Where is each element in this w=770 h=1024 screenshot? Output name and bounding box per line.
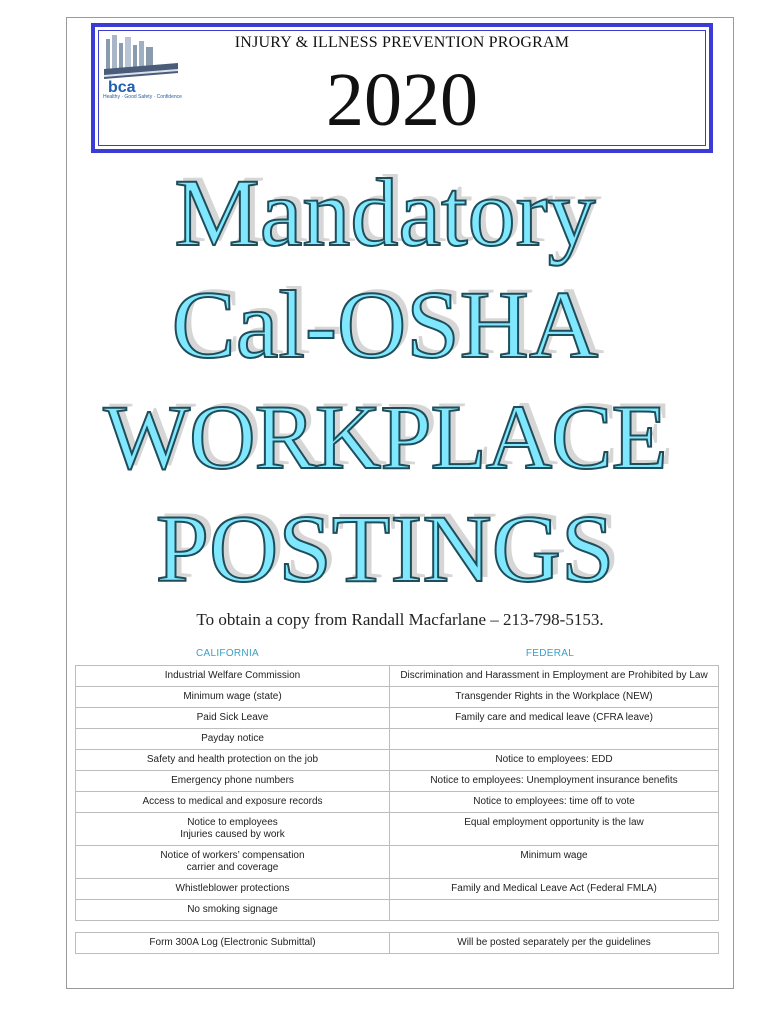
california-cell: Whistleblower protections bbox=[76, 879, 390, 900]
logo-text: bca bbox=[108, 79, 136, 95]
california-cell: No smoking signage bbox=[76, 900, 390, 921]
federal-cell bbox=[390, 900, 719, 921]
table-row bbox=[76, 879, 719, 900]
federal-cell: Notice to employees: time off to vote bbox=[390, 792, 719, 813]
table-row bbox=[76, 687, 719, 708]
federal-cell bbox=[390, 729, 719, 750]
california-cell: Form 300A Log (Electronic Submittal) bbox=[76, 933, 390, 954]
california-cell: Payday notice bbox=[76, 729, 390, 750]
federal-cell: Minimum wage bbox=[390, 846, 719, 879]
table-row bbox=[76, 900, 719, 921]
california-cell: Emergency phone numbers bbox=[76, 771, 390, 792]
california-cell: Notice to employees Injuries caused by work bbox=[76, 813, 390, 846]
title-line-3: WORKPLACE bbox=[103, 386, 667, 488]
federal-cell: Family care and medical leave (CFRA leave) bbox=[390, 708, 719, 729]
contact-line: To obtain a copy from Randall Macfarlane – 213-798-5153. bbox=[196, 610, 604, 629]
federal-cell: Will be posted separately per the guidelines bbox=[390, 933, 719, 954]
california-cell: Notice of workers’ compensation carrier and coverage bbox=[76, 846, 390, 879]
california-cell: Safety and health protection on the job bbox=[76, 750, 390, 771]
program-subtitle: INJURY & ILLNESS PREVENTION PROGRAM bbox=[234, 34, 570, 51]
logo-caption: Healthy · Good Safety · Confidence bbox=[103, 94, 182, 100]
header-box bbox=[91, 23, 713, 153]
table-row bbox=[76, 771, 719, 792]
table-row bbox=[76, 666, 719, 687]
title-line-2: Cal-OSHA bbox=[171, 271, 599, 378]
california-cell: Paid Sick Leave bbox=[76, 708, 390, 729]
program-year: 2020 bbox=[326, 58, 478, 142]
california-cell: Minimum wage (state) bbox=[76, 687, 390, 708]
form-300a-table bbox=[75, 932, 719, 954]
table-row bbox=[76, 813, 719, 846]
title-line-1: Mandatory bbox=[174, 159, 596, 266]
federal-cell: Notice to employees: EDD bbox=[390, 750, 719, 771]
table-row bbox=[76, 729, 719, 750]
federal-cell: Transgender Rights in the Workplace (NEW) bbox=[390, 687, 719, 708]
table-row bbox=[76, 846, 719, 879]
column-header-federal: FEDERAL bbox=[525, 648, 575, 659]
table-row bbox=[76, 792, 719, 813]
postings-table bbox=[75, 665, 719, 921]
bca-logo bbox=[100, 33, 180, 103]
federal-cell: Notice to employees: Unemployment insurance benefits bbox=[390, 771, 719, 792]
federal-cell: Discrimination and Harassment in Employment are Prohibited by Law bbox=[390, 666, 719, 687]
table-row bbox=[76, 933, 719, 954]
federal-cell: Family and Medical Leave Act (Federal FMLA) bbox=[390, 879, 719, 900]
california-cell: Industrial Welfare Commission bbox=[76, 666, 390, 687]
federal-cell: Equal employment opportunity is the law bbox=[390, 813, 719, 846]
table-row bbox=[76, 750, 719, 771]
california-cell: Access to medical and exposure records bbox=[76, 792, 390, 813]
table-row bbox=[76, 708, 719, 729]
title-line-4: POSTINGS bbox=[155, 495, 615, 602]
column-header-california: CALIFORNIA bbox=[195, 648, 259, 659]
